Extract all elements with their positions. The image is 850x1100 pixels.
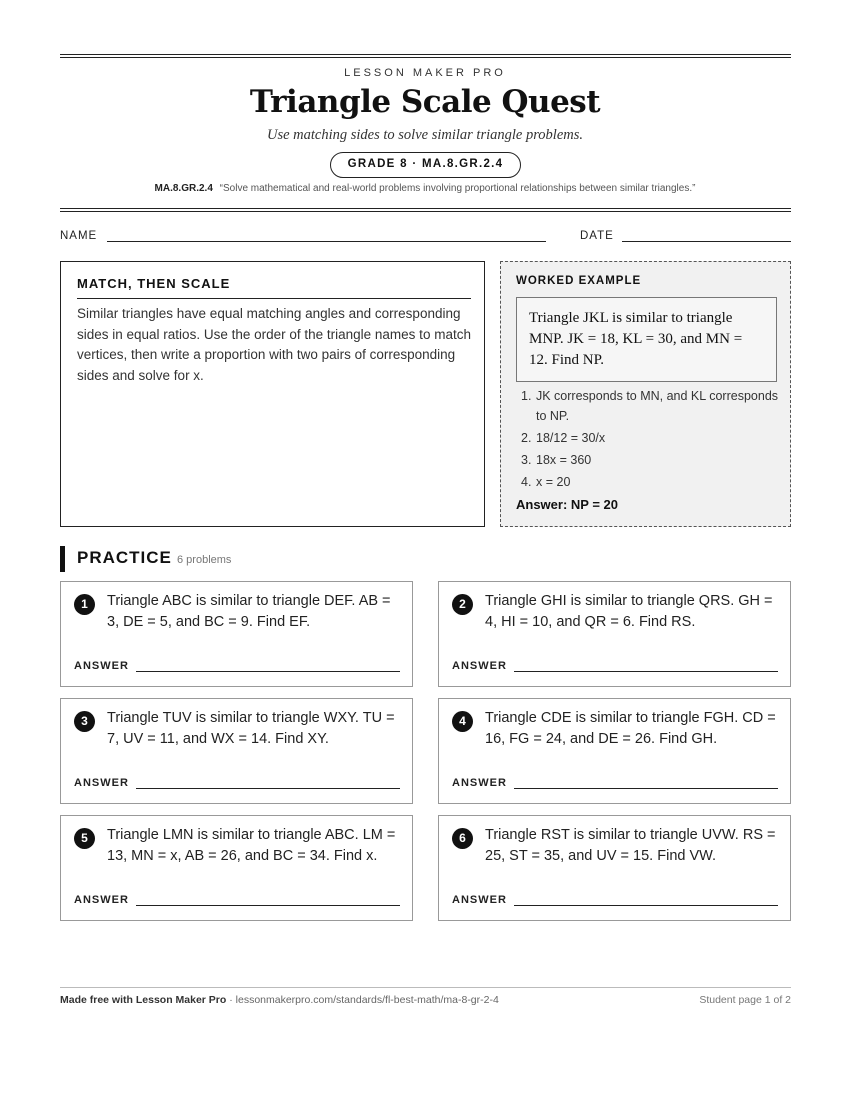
name-field[interactable]	[107, 241, 546, 242]
header-bottom-double-rule	[60, 208, 791, 212]
intro-body: Similar triangles have equal matching angles and corresponding sides in equal ratios. Use the order of the triangle names to match vertices, then write a proportion with two pairs of corresponding sides and solve for x.	[77, 306, 471, 383]
footer-credit	[60, 994, 499, 1006]
practice-count: 6 problems	[177, 554, 232, 566]
answer-field[interactable]	[514, 905, 778, 906]
practice-problem-card	[438, 698, 791, 804]
brand-label: LESSON MAKER PRO	[344, 67, 506, 79]
answer-label: ANSWER	[74, 894, 129, 906]
answer-label: ANSWER	[74, 777, 129, 789]
worked-example-answer: Answer: NP = 20	[516, 497, 619, 512]
date-field[interactable]	[622, 241, 791, 242]
problem-text: Triangle CDE is similar to triangle FGH. CD = 16, FG = 24, and DE = 26. Find GH.	[485, 710, 776, 747]
problem-text: Triangle TUV is similar to triangle WXY. TU = 7, UV = 11, and WX = 14. Find XY.	[107, 710, 395, 747]
worked-example-step	[521, 450, 781, 470]
date-label: DATE	[580, 230, 614, 242]
intro-box	[60, 261, 485, 527]
practice-problem-card	[60, 698, 413, 804]
footer-url: · lessonmakerpro.com/standards/fl-best-math/ma-8-gr-2-4	[226, 994, 499, 1006]
answer-label: ANSWER	[452, 777, 507, 789]
worked-example-steps	[521, 386, 781, 494]
grade-badge: GRADE 8 · MA.8.GR.2.4	[330, 152, 521, 178]
step-text: 18x = 360	[536, 453, 592, 467]
footer-rule	[60, 987, 791, 988]
worked-example-step	[521, 386, 781, 426]
footer-page-number: Student page 1 of 2	[699, 994, 791, 1006]
answer-field[interactable]	[136, 905, 400, 906]
problem-number-badge: 2	[452, 594, 473, 615]
worked-example-step	[521, 472, 781, 492]
step-text: x = 20	[536, 475, 571, 489]
footer-brand: Made free with Lesson Maker Pro	[60, 994, 227, 1006]
step-number: 2.	[521, 431, 532, 445]
step-text: 18/12 = 30/x	[536, 431, 606, 445]
step-number: 1.	[521, 389, 532, 403]
step-number: 4.	[521, 475, 532, 489]
standard-code: MA.8.GR.2.4	[154, 183, 213, 194]
problem-number-badge: 4	[452, 711, 473, 732]
practice-problem-card	[60, 581, 413, 687]
practice-accent-bar	[60, 546, 65, 572]
standard-description	[0, 183, 850, 194]
answer-field[interactable]	[514, 671, 778, 672]
answer-field[interactable]	[136, 788, 400, 789]
intro-heading-rule	[77, 298, 471, 299]
worked-example-heading: WORKED EXAMPLE	[516, 275, 642, 287]
step-number: 3.	[521, 453, 532, 467]
practice-problem-card	[60, 815, 413, 921]
worked-example-box	[500, 261, 791, 527]
answer-field[interactable]	[514, 788, 778, 789]
problem-number-badge: 6	[452, 828, 473, 849]
intro-heading: MATCH, THEN SCALE	[77, 276, 231, 291]
standard-text: “Solve mathematical and real-world problems involving proportional relationships between similar triangles.”	[219, 183, 696, 194]
practice-problem-card	[438, 815, 791, 921]
top-double-rule	[60, 54, 791, 58]
answer-label: ANSWER	[452, 660, 507, 672]
name-label: NAME	[60, 230, 98, 242]
problem-text: Triangle GHI is similar to triangle QRS. GH = 4, HI = 10, and QR = 6. Find RS.	[485, 593, 773, 630]
problem-text: Triangle LMN is similar to triangle ABC. LM = 13, MN = x, AB = 26, and BC = 34. Find x.	[107, 827, 396, 864]
practice-problem-card	[438, 581, 791, 687]
answer-label: ANSWER	[74, 660, 129, 672]
worked-example-step	[521, 428, 781, 448]
practice-title: PRACTICE	[77, 548, 172, 567]
problem-text: Triangle ABC is similar to triangle DEF. AB = 3, DE = 5, and BC = 9. Find EF.	[107, 593, 391, 630]
problem-number-badge: 3	[74, 711, 95, 732]
problem-number-badge: 5	[74, 828, 95, 849]
page-title: Triangle Scale Quest	[249, 84, 601, 120]
step-text: JK corresponds to MN, and KL corresponds to NP.	[536, 389, 779, 423]
answer-label: ANSWER	[452, 894, 507, 906]
page-subtitle: Use matching sides to solve similar triangle problems.	[266, 127, 584, 143]
worked-example-problem: Triangle JKL is similar to triangle MNP. JK = 18, KL = 30, and MN = 12. Find NP.	[516, 297, 777, 382]
answer-field[interactable]	[136, 671, 400, 672]
problem-text: Triangle RST is similar to triangle UVW. RS = 25, ST = 35, and UV = 15. Find VW.	[485, 827, 776, 864]
problem-number-badge: 1	[74, 594, 95, 615]
